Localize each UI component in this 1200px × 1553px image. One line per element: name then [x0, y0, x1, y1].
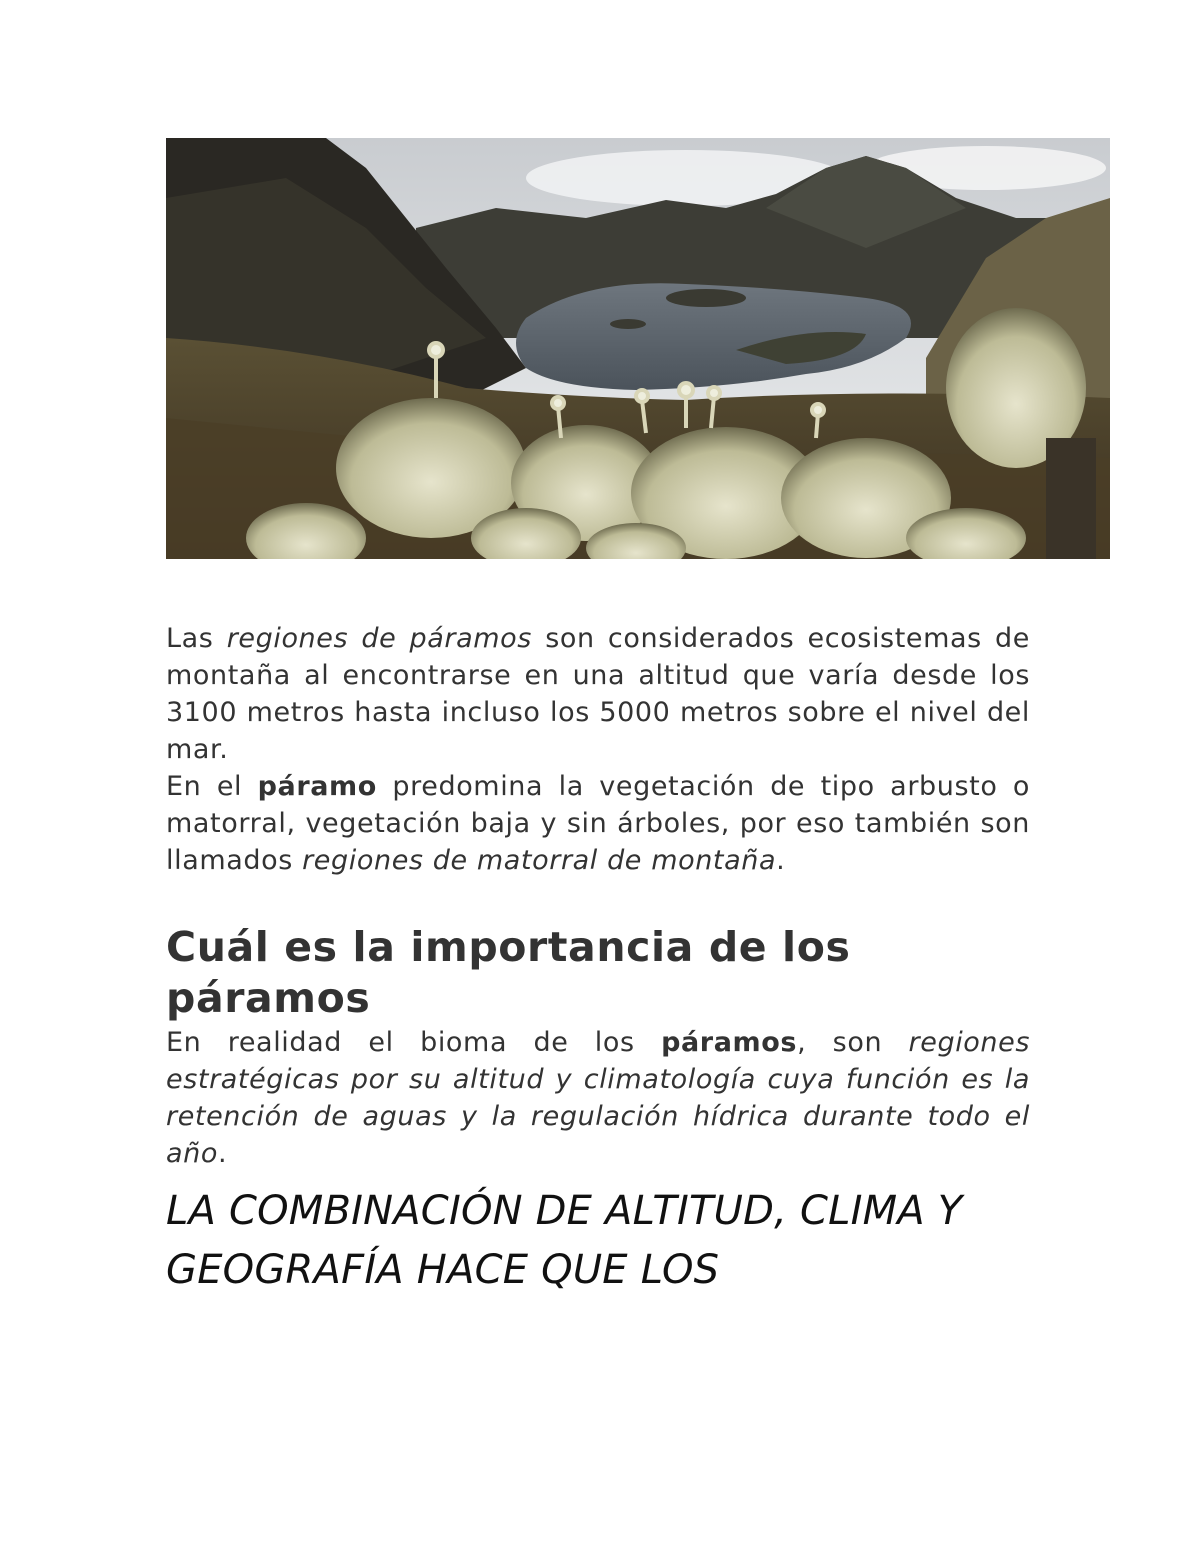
document-body — [166, 620, 1030, 1300]
text-run: Las — [166, 623, 227, 654]
paragraph-3 — [166, 1024, 1030, 1172]
text-run: En el — [166, 771, 258, 802]
text-run: , son — [797, 1027, 909, 1058]
text-run: predomina la vegetación de tipo arbusto o matorral, vegetación baja y sin árboles, por eso también son llamados — [166, 771, 1030, 876]
paragraph-1 — [166, 620, 1030, 768]
caps-statement: LA COMBINACIÓN DE ALTITUD, CLIMA Y GEOGRAFÍA HACE QUE LOS — [166, 1188, 963, 1293]
text-run: En realidad el bioma de los — [166, 1027, 662, 1058]
italic-text: regiones de páramos — [226, 623, 532, 654]
text-run: son considerados ecosistemas de montaña al encontrarse en una altitud que varía desde los 3100 metros hasta incluso los 5000 metros sobre el nivel del mar. — [166, 623, 1030, 765]
italic-text: regiones de matorral de montaña — [302, 845, 777, 876]
italic-text: regiones estratégicas por su altitud y climatología cuya función es la retención de aguas y la regulación hídrica durante todo el año — [166, 1027, 1031, 1169]
paramo-landscape-photo — [166, 138, 1110, 559]
bold-text: páramos — [661, 1027, 798, 1058]
text-run: . — [776, 845, 786, 876]
section-heading: Cuál es la importancia de los páramos — [166, 923, 851, 1022]
paragraph-2 — [166, 768, 1030, 879]
text-run: . — [217, 1138, 228, 1169]
bold-text: páramo — [257, 771, 377, 802]
